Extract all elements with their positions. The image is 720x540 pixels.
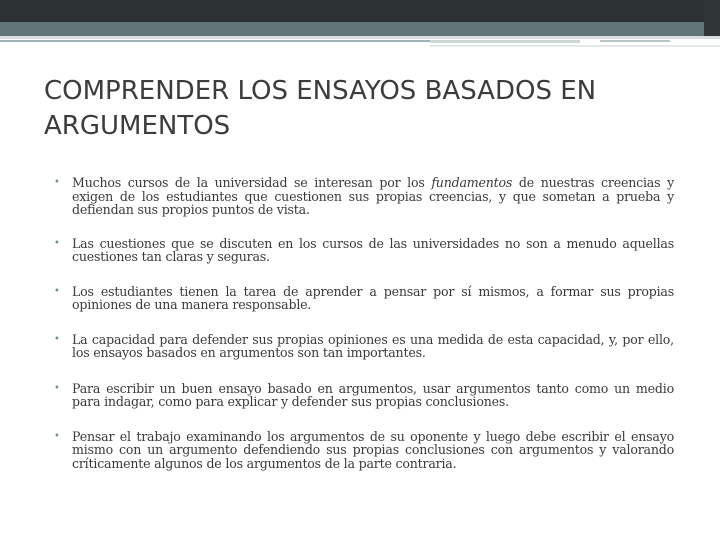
header-line (430, 40, 580, 43)
bullet-dot-icon: • (54, 382, 60, 394)
bullet-text-post: de nuestras creencias y exigen de los estudiantes que cuestionen sus propias creencias, y que sometan a prueba y defiendan sus propios puntos de vista. (72, 175, 674, 217)
bullet-dot-icon: • (54, 333, 60, 345)
bullet-text: Para escribir un buen ensayo basado en argumentos, usar argumentos tanto como un medio para indagar, como para explicar y defender sus propias conclusiones. (72, 380, 674, 409)
slide-title: COMPRENDER LOS ENSAYOS BASADOS EN ARGUMENTOS (44, 76, 597, 141)
bullet-item (50, 430, 674, 471)
bullet-item (50, 176, 674, 217)
bullet-item (50, 237, 674, 264)
bullet-text: Las cuestiones que se discuten en los cursos de las universidades no son a menudo aquellas cuestiones tan claras y seguras. (72, 235, 674, 264)
header-line (0, 36, 720, 39)
bullet-item (50, 333, 674, 360)
header-line (430, 45, 720, 47)
bullet-text: Los estudiantes tienen la tarea de aprender a pensar por sí mismos, a formar sus propias opiniones de una manera responsable. (72, 283, 674, 312)
header-lines (0, 36, 720, 50)
bullet-dot-icon: • (54, 237, 60, 249)
bullet-list (50, 176, 674, 470)
header-line (600, 40, 670, 42)
header-top-strip (0, 0, 720, 22)
bullet-text: Pensar el trabajo examinando los argumentos de su oponente y luego debe escribir el ensayo mismo con un argumento defendiendo sus propias conclusiones con argumentos y valorando críticamente algunos de los argumentos de la parte contraria. (72, 428, 674, 471)
header-corner (704, 0, 720, 36)
bullet-text-emphasis: fundamentos (431, 175, 513, 190)
bullet-text-pre: Muchos cursos de la universidad se interesan por los (72, 175, 432, 190)
bullet-dot-icon: • (54, 285, 60, 297)
bullet-item (50, 382, 674, 409)
bullet-dot-icon: • (54, 430, 60, 442)
bullet-dot-icon: • (54, 177, 60, 188)
header-band (0, 22, 720, 36)
bullet-item (50, 285, 674, 312)
bullet-text: La capacidad para defender sus propias opiniones es una medida de esta capacidad, y, por ello, los ensayos basados en argumentos son tan importantes. (72, 331, 674, 360)
